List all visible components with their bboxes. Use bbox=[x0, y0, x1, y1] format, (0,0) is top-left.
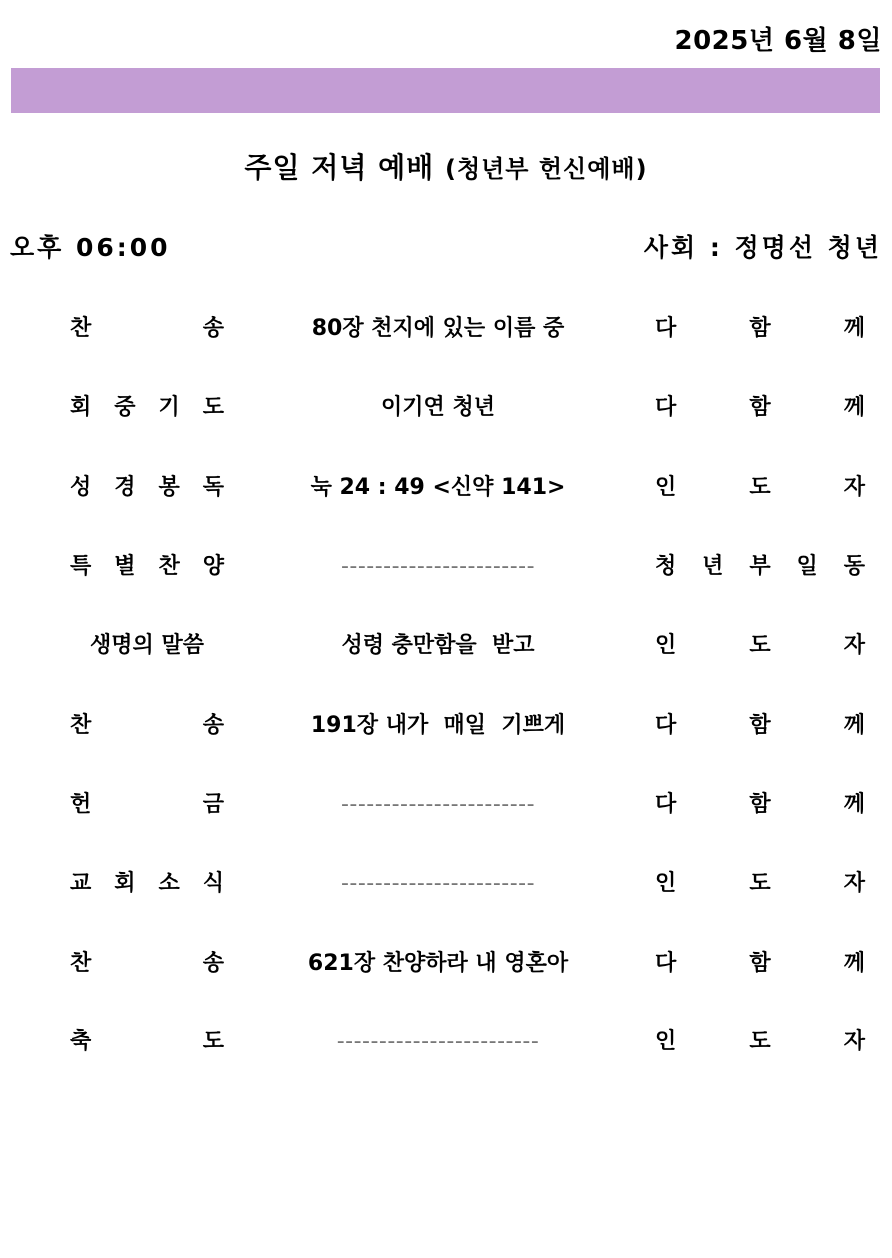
order-item-name: 찬 송 bbox=[70, 951, 224, 976]
order-row bbox=[0, 309, 892, 349]
order-item-leader: 인 도 자 bbox=[655, 1029, 865, 1054]
order-row bbox=[0, 706, 892, 746]
order-item-name: 생명의 말씀 bbox=[90, 633, 204, 658]
order-item-name: 찬 송 bbox=[70, 316, 224, 341]
order-item-content: ------------------------ bbox=[336, 1029, 540, 1054]
service-title-main: 주일 저녁 예배 bbox=[244, 151, 435, 184]
order-row bbox=[0, 864, 892, 904]
order-item-name: 축 도 bbox=[70, 1029, 224, 1054]
order-item-content: 눅 24 : 49 <신약 141> bbox=[310, 475, 566, 500]
service-title bbox=[0, 146, 892, 186]
order-item-leader: 다 함 께 bbox=[655, 951, 865, 976]
service-date: 2025년 6월 8일 bbox=[674, 26, 882, 56]
order-item-leader: 다 함 께 bbox=[655, 316, 865, 341]
order-item-content: 80장 천지에 있는 이름 중 bbox=[311, 316, 565, 341]
order-row bbox=[0, 1022, 892, 1062]
order-item-name: 회 중 기 도 bbox=[70, 395, 224, 420]
order-item-leader: 청 년 부 일 동 bbox=[655, 554, 865, 579]
order-item-content: 성령 충만함을 받고 bbox=[341, 633, 535, 658]
order-item-leader: 인 도 자 bbox=[655, 633, 865, 658]
order-item-content: ----------------------- bbox=[340, 554, 536, 579]
order-row bbox=[0, 547, 892, 587]
order-item-content: ----------------------- bbox=[340, 792, 536, 817]
order-item-name: 교 회 소 식 bbox=[70, 871, 224, 896]
order-item-content: 191장 내가 매일 기쁘게 bbox=[310, 713, 566, 738]
order-row bbox=[0, 626, 892, 666]
header-band bbox=[11, 68, 880, 113]
order-row bbox=[0, 388, 892, 428]
order-item-leader: 다 함 께 bbox=[655, 792, 865, 817]
order-item-leader: 다 함 께 bbox=[655, 395, 865, 420]
order-item-leader: 인 도 자 bbox=[655, 871, 865, 896]
order-item-name: 특 별 찬 양 bbox=[70, 554, 224, 579]
order-row bbox=[0, 468, 892, 508]
order-item-name: 성 경 봉 독 bbox=[70, 475, 224, 500]
order-item-content: ----------------------- bbox=[340, 871, 536, 896]
order-row bbox=[0, 944, 892, 984]
order-item-leader: 인 도 자 bbox=[655, 475, 865, 500]
order-item-content: 621장 찬양하라 내 영혼아 bbox=[307, 951, 569, 976]
service-subtitle: (청년부 헌신예배) bbox=[444, 155, 648, 183]
order-item-content: 이기연 청년 bbox=[381, 395, 495, 420]
service-time: 오후 06:00 bbox=[10, 233, 171, 262]
order-row bbox=[0, 785, 892, 825]
order-item-name: 찬 송 bbox=[70, 713, 224, 738]
order-item-leader: 다 함 께 bbox=[655, 713, 865, 738]
service-host: 사회 : 정명선 청년 bbox=[643, 233, 882, 262]
order-item-name: 헌 금 bbox=[70, 792, 224, 817]
